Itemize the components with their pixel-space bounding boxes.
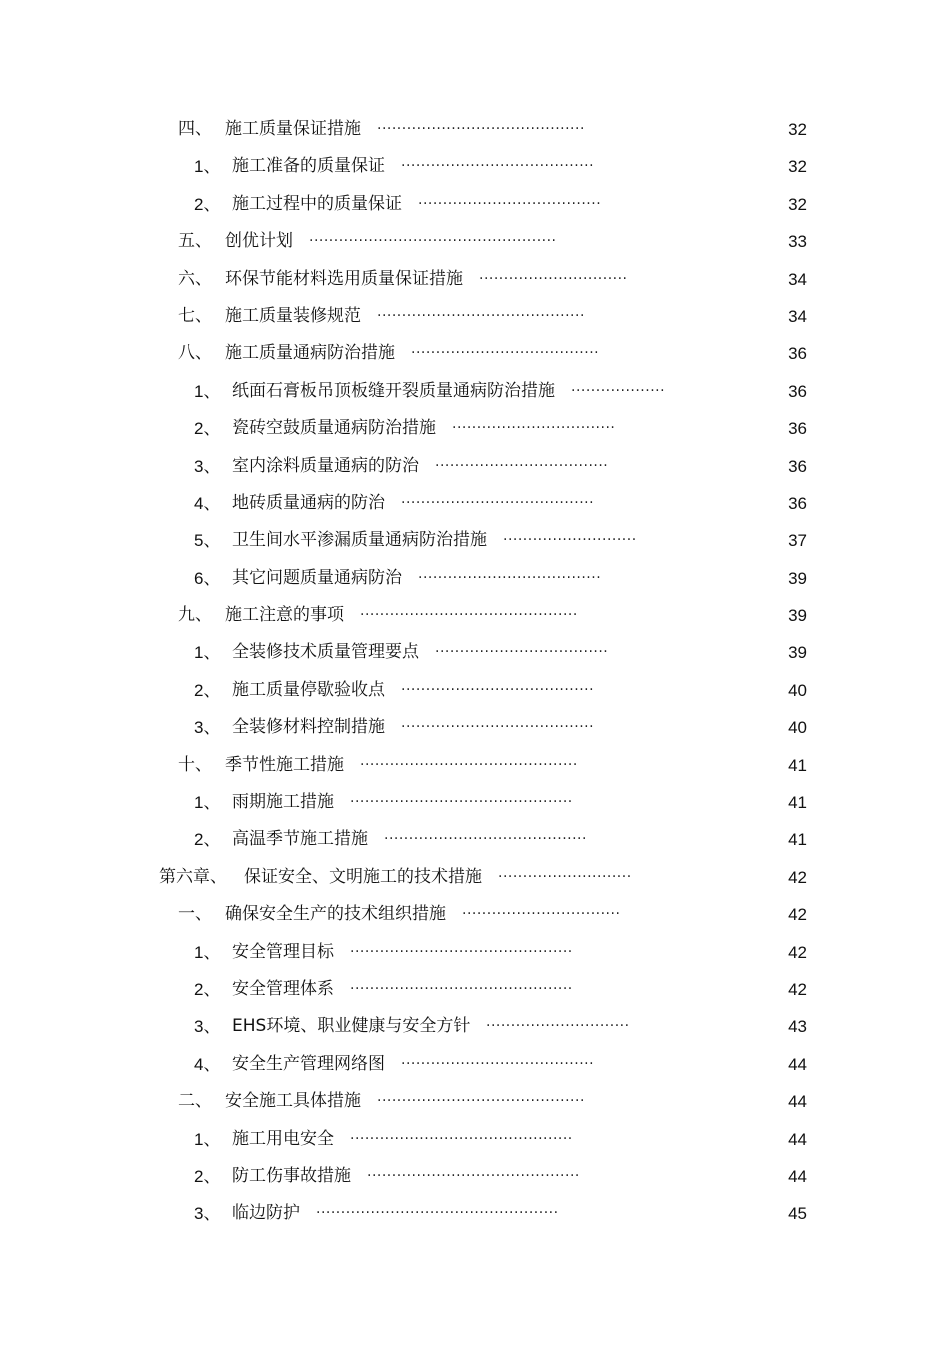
toc-page-number: 33	[788, 232, 807, 252]
toc-entry-number: 2、	[194, 1166, 221, 1186]
toc-entry[interactable]	[0, 859, 950, 896]
toc-entry-number: 3、	[194, 456, 221, 476]
toc-entry-title: 卫生间水平渗漏质量通病防治措施	[232, 530, 487, 551]
toc-entry[interactable]	[0, 709, 950, 746]
toc-page-number: 41	[788, 830, 807, 850]
toc-dot-leader: .......................................	[401, 154, 595, 171]
toc-entry[interactable]	[0, 410, 950, 447]
toc-entry-title: 施工用电安全	[232, 1128, 334, 1149]
toc-entry-number: 第六章、	[159, 866, 227, 887]
toc-page-number: 32	[788, 194, 807, 214]
toc-page-number: 39	[788, 643, 807, 663]
toc-entry-number: 2、	[194, 419, 221, 439]
toc-page-number: 44	[788, 1129, 807, 1149]
toc-entry[interactable]	[0, 1121, 950, 1158]
toc-entry-number: 1、	[194, 643, 221, 663]
toc-entry-title: 安全生产管理网络图	[232, 1053, 385, 1074]
toc-dot-leader: ................................	[462, 902, 621, 919]
toc-entry-number: 八、	[178, 343, 212, 364]
toc-dot-leader: .......................................	[401, 1051, 595, 1068]
toc-entry-number: 九、	[178, 605, 212, 626]
toc-dot-leader: .................................................	[316, 1201, 559, 1218]
toc-entry[interactable]	[0, 1008, 950, 1045]
toc-entry-number: 1、	[194, 1129, 221, 1149]
toc-page-number: 44	[788, 1166, 807, 1186]
toc-entry-number: 1、	[194, 157, 221, 177]
toc-entry[interactable]	[0, 1046, 950, 1083]
toc-entry[interactable]	[0, 1158, 950, 1195]
toc-entry-number: 3、	[194, 1204, 221, 1224]
toc-page-number: 43	[788, 1017, 807, 1037]
toc-entry[interactable]	[0, 672, 950, 709]
toc-page-number: 39	[788, 568, 807, 588]
toc-dot-leader: .......................................	[401, 490, 595, 507]
toc-entry-title: 全装修材料控制措施	[232, 717, 385, 738]
toc-entry[interactable]	[0, 485, 950, 522]
toc-entry-title: 保证安全、文明施工的技术措施	[244, 866, 482, 887]
toc-entry-number: 3、	[194, 1017, 221, 1037]
toc-page-number: 44	[788, 1092, 807, 1112]
toc-entry[interactable]	[0, 597, 950, 634]
toc-page-number: 36	[788, 419, 807, 439]
toc-entry[interactable]	[0, 896, 950, 933]
toc-dot-leader: .............................................	[350, 1126, 573, 1143]
toc-entry-number: 1、	[194, 793, 221, 813]
toc-entry[interactable]	[0, 298, 950, 335]
table-of-contents	[0, 111, 950, 1233]
toc-page-number: 39	[788, 606, 807, 626]
toc-entry-title: 临边防护	[232, 1203, 300, 1224]
toc-entry-number: 1、	[194, 942, 221, 962]
toc-entry-title: 防工伤事故措施	[232, 1165, 351, 1186]
toc-entry[interactable]	[0, 634, 950, 671]
toc-entry-number: 4、	[194, 1054, 221, 1074]
toc-entry[interactable]	[0, 747, 950, 784]
toc-page-number: 32	[788, 157, 807, 177]
toc-entry-title: 创优计划	[225, 231, 293, 252]
toc-dot-leader: .....................................	[418, 191, 602, 208]
toc-entry-number: 二、	[178, 1091, 212, 1112]
toc-page-number: 42	[788, 942, 807, 962]
toc-dot-leader: ...........................	[503, 528, 637, 545]
toc-entry[interactable]	[0, 784, 950, 821]
toc-entry-title: EHS环境、职业健康与安全方针	[232, 1016, 471, 1037]
toc-dot-leader: ............................................	[360, 603, 578, 620]
toc-dot-leader: .......................................	[401, 677, 595, 694]
toc-entry-number: 七、	[178, 305, 212, 326]
toc-entry-number: 四、	[178, 119, 212, 139]
toc-entry-title: 安全施工具体措施	[225, 1091, 361, 1112]
toc-entry-title: 安全管理体系	[232, 978, 334, 999]
toc-dot-leader: ......................................	[411, 341, 600, 358]
toc-page-number: 34	[788, 269, 807, 289]
toc-page-number: 40	[788, 718, 807, 738]
toc-entry-number: 十、	[178, 754, 212, 775]
toc-entry[interactable]	[0, 971, 950, 1008]
toc-entry[interactable]	[0, 934, 950, 971]
toc-dot-leader: ..........................................	[377, 1089, 585, 1106]
toc-entry-number: 2、	[194, 680, 221, 700]
toc-entry-title: 其它问题质量通病防治	[232, 567, 402, 588]
toc-page-number: 34	[788, 306, 807, 326]
toc-entry[interactable]	[0, 335, 950, 372]
toc-dot-leader: ...........................................	[367, 1163, 580, 1180]
toc-page-number: 36	[788, 456, 807, 476]
toc-entry-title: 高温季节施工措施	[232, 829, 368, 850]
toc-page-number: 44	[788, 1054, 807, 1074]
toc-page-number: 42	[788, 905, 807, 925]
toc-entry-number: 2、	[194, 979, 221, 999]
toc-dot-leader: .....................................	[418, 565, 602, 582]
toc-dot-leader: ..............................	[479, 266, 628, 283]
toc-entry-title: 环保节能材料选用质量保证措施	[225, 268, 463, 289]
toc-entry-title: 季节性施工措施	[225, 754, 344, 775]
toc-entry-title: 雨期施工措施	[232, 792, 334, 813]
toc-entry[interactable]	[0, 223, 950, 260]
toc-dot-leader: .............................................	[350, 976, 573, 993]
toc-entry-title: 纸面石膏板吊顶板缝开裂质量通病防治措施	[232, 380, 555, 401]
toc-entry-title: 安全管理目标	[232, 941, 334, 962]
toc-entry-title: 施工质量通病防治措施	[225, 343, 395, 364]
toc-entry[interactable]	[0, 261, 950, 298]
toc-page-number: 36	[788, 493, 807, 513]
toc-entry-title: 施工质量装修规范	[225, 305, 361, 326]
toc-entry-number: 五、	[178, 231, 212, 252]
toc-dot-leader: .............................................	[350, 939, 573, 956]
toc-page-number: 36	[788, 381, 807, 401]
toc-entry[interactable]	[0, 1083, 950, 1120]
toc-entry-number: 5、	[194, 531, 221, 551]
toc-page-number: 37	[788, 531, 807, 551]
toc-page-number: 45	[788, 1204, 807, 1224]
toc-dot-leader: ..........................................	[377, 117, 585, 133]
toc-entry[interactable]	[0, 111, 950, 148]
toc-page-number: 40	[788, 680, 807, 700]
toc-entry-title: 室内涂料质量通病的防治	[232, 455, 419, 476]
toc-dot-leader: .......................................	[401, 715, 595, 732]
toc-entry-title: 瓷砖空鼓质量通病防治措施	[232, 418, 436, 439]
toc-entry-title: 施工质量保证措施	[225, 119, 361, 139]
toc-entry-number: 4、	[194, 493, 221, 513]
toc-entry-number: 2、	[194, 830, 221, 850]
toc-dot-leader: ............................................	[360, 752, 578, 769]
toc-dot-leader: .............................	[486, 1014, 630, 1031]
toc-entry[interactable]	[0, 373, 950, 410]
toc-entry-number: 2、	[194, 194, 221, 214]
toc-entry[interactable]	[0, 148, 950, 185]
toc-entry[interactable]	[0, 821, 950, 858]
toc-entry[interactable]	[0, 560, 950, 597]
toc-page-number: 42	[788, 867, 807, 887]
toc-entry[interactable]	[0, 448, 950, 485]
toc-entry-number: 六、	[178, 268, 212, 289]
toc-page-number: 36	[788, 344, 807, 364]
toc-entry-title: 施工注意的事项	[225, 605, 344, 626]
toc-dot-leader: ..................................................	[309, 229, 557, 246]
toc-entry-title: 全装修技术质量管理要点	[232, 642, 419, 663]
toc-dot-leader: .........................................	[384, 827, 587, 844]
toc-dot-leader: ...........................	[498, 864, 632, 881]
toc-page-number: 32	[788, 120, 807, 139]
toc-dot-leader: ...................................	[435, 453, 609, 470]
toc-dot-leader: ...................	[571, 378, 666, 395]
toc-entry-number: 3、	[194, 718, 221, 738]
toc-dot-leader: ...................................	[435, 640, 609, 657]
toc-entry[interactable]	[0, 522, 950, 559]
toc-entry-title: 施工质量停歇验收点	[232, 679, 385, 700]
toc-entry-title: 地砖质量通病的防治	[232, 492, 385, 513]
toc-entry-number: 一、	[178, 904, 212, 925]
toc-page-number: 41	[788, 755, 807, 775]
toc-page-number: 41	[788, 793, 807, 813]
toc-entry[interactable]	[0, 186, 950, 223]
toc-entry-number: 6、	[194, 568, 221, 588]
toc-entry-title: 施工准备的质量保证	[232, 156, 385, 177]
toc-dot-leader: ..........................................	[377, 303, 585, 320]
toc-entry-number: 1、	[194, 381, 221, 401]
toc-page-number: 42	[788, 979, 807, 999]
toc-entry-title: 施工过程中的质量保证	[232, 193, 402, 214]
toc-dot-leader: .............................................	[350, 790, 573, 807]
toc-entry-title: 确保安全生产的技术组织措施	[225, 904, 446, 925]
toc-dot-leader: .................................	[452, 416, 616, 433]
toc-entry[interactable]	[0, 1195, 950, 1232]
